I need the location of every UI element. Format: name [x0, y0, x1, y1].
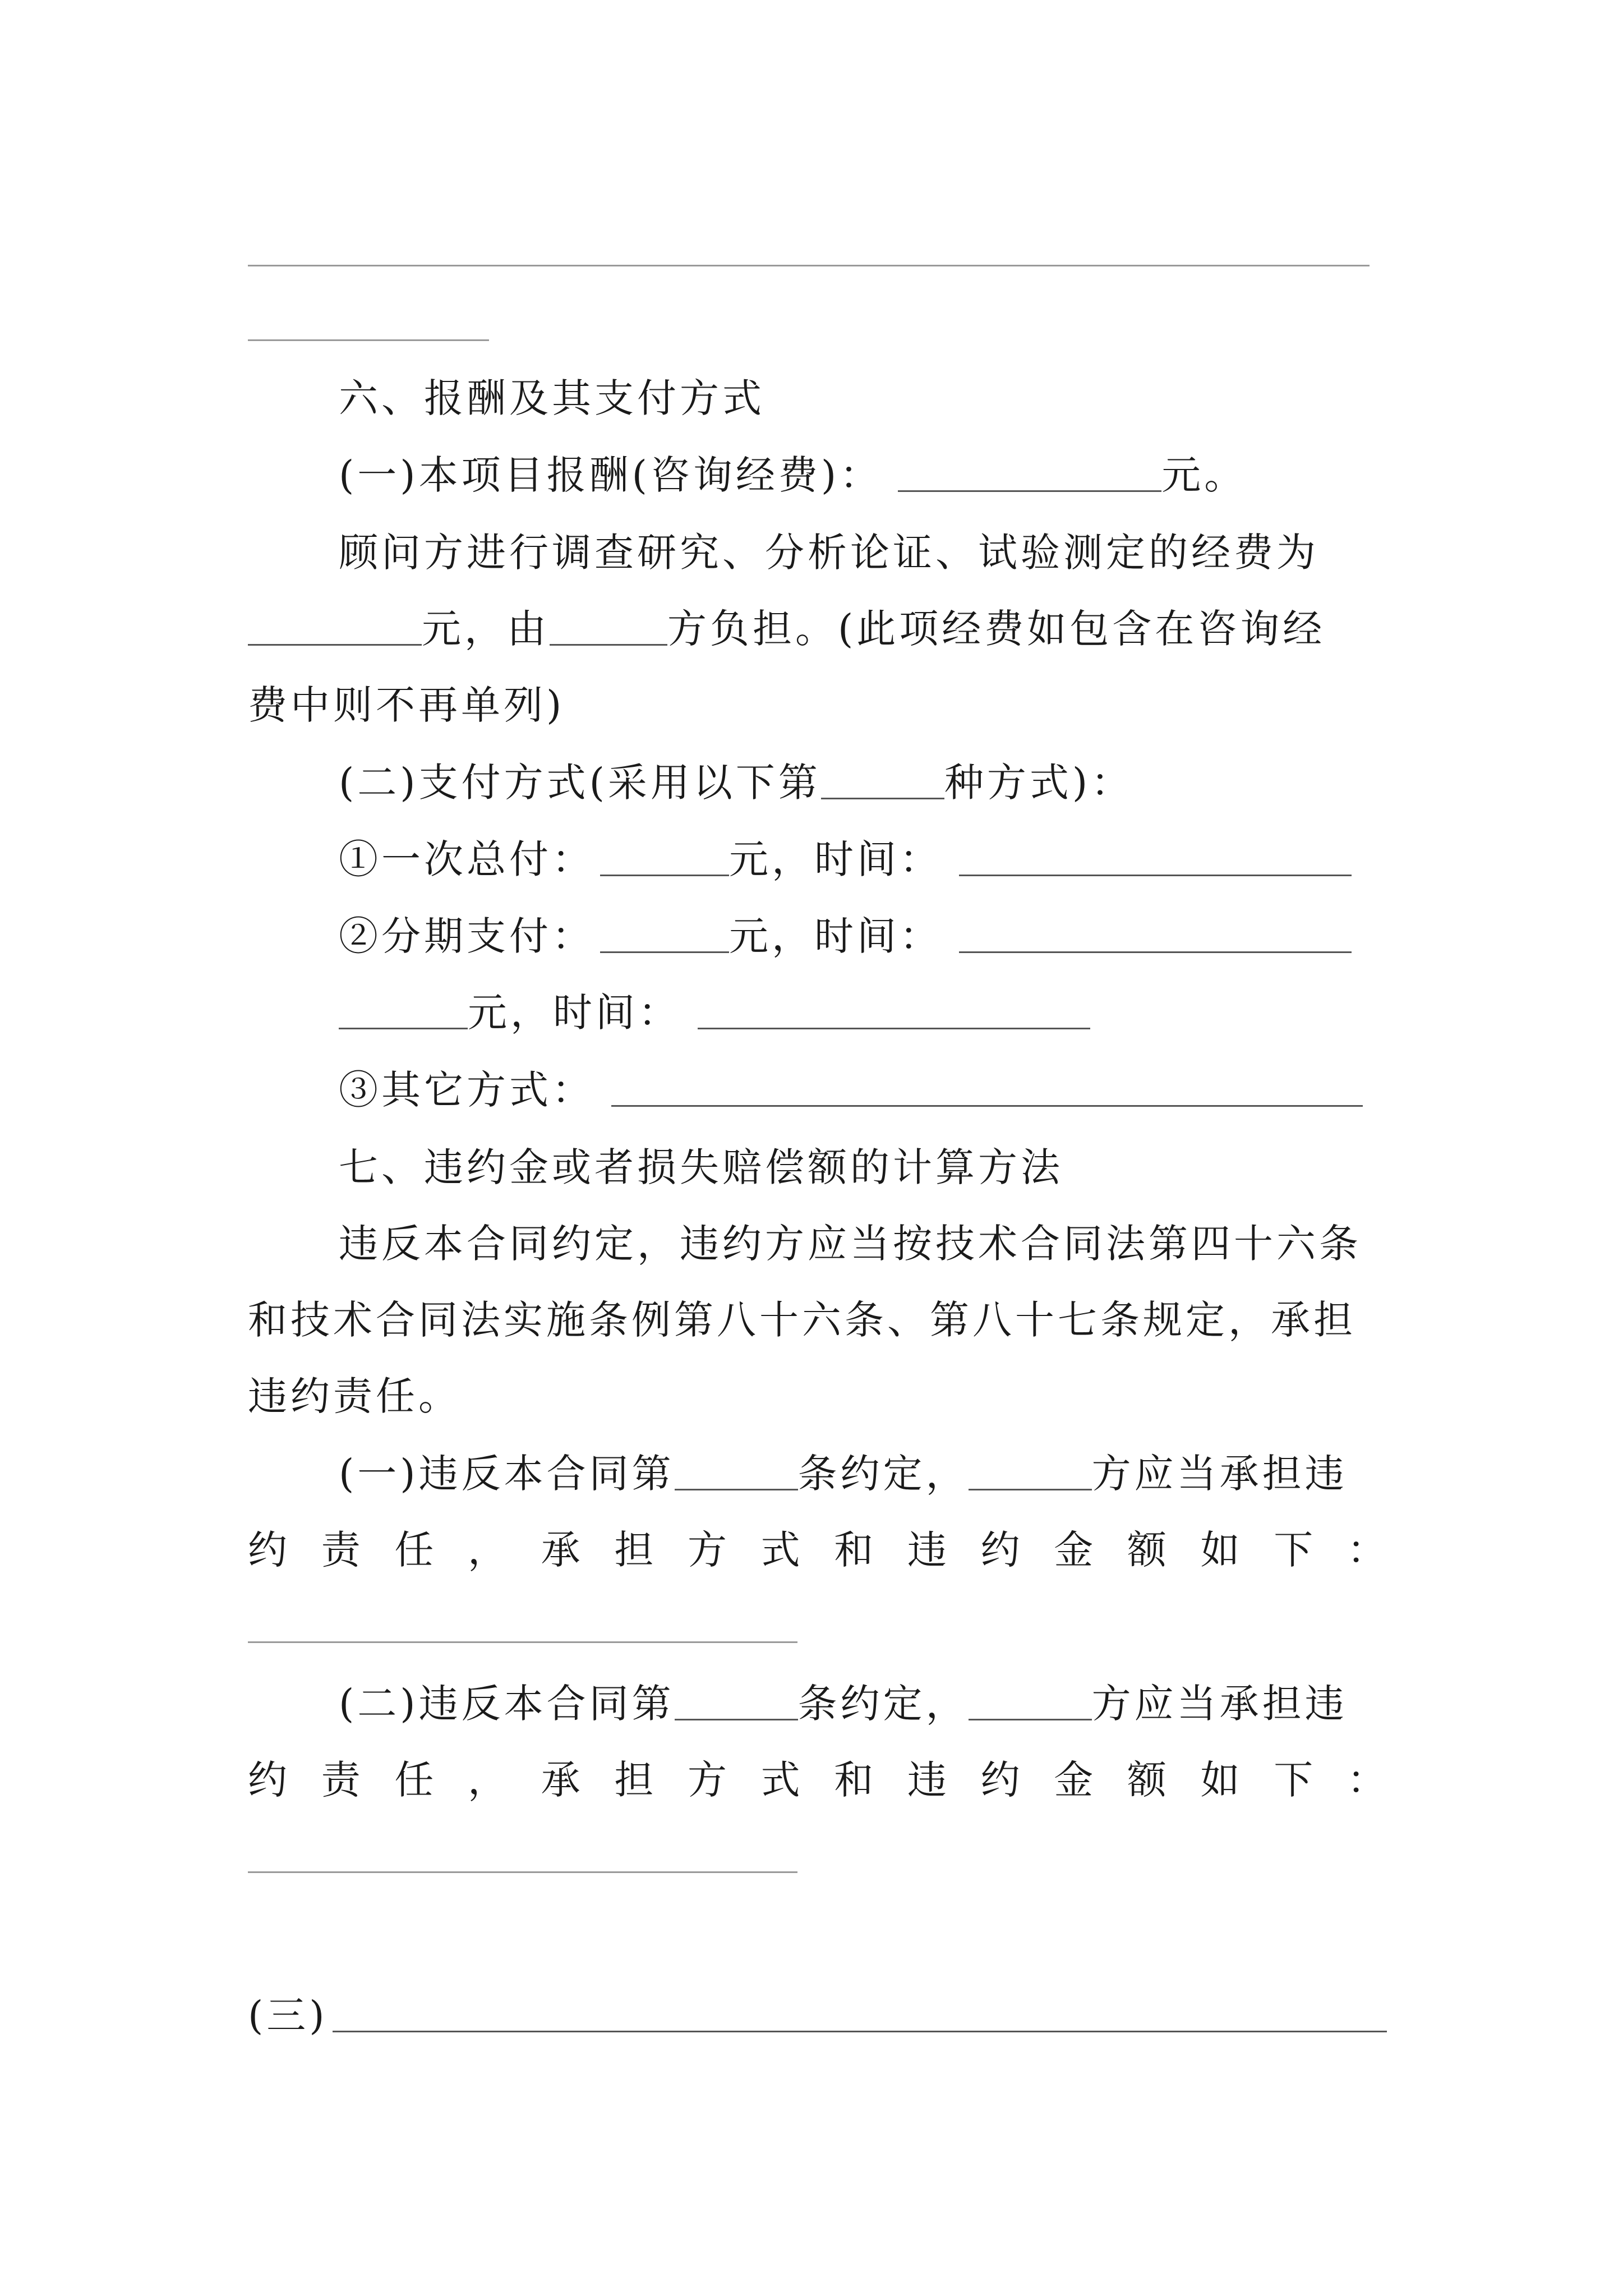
top-fill-line-short	[248, 339, 489, 341]
payment-method-blank[interactable]	[821, 758, 944, 799]
top-fill-line	[248, 265, 1370, 266]
breach-1-liability-line: 约 责 任 ， 承 担 方 式 和 违 约 金 额 如 下 ：	[248, 1527, 1386, 1573]
breach-3-detail-blank[interactable]	[333, 1991, 1387, 2032]
expense-party-blank[interactable]	[550, 605, 667, 646]
breach-2-detail-blank[interactable]	[248, 1871, 797, 1873]
section-6-heading: 六、报酬及其支付方式	[339, 375, 765, 421]
installment-amount-blank[interactable]	[600, 912, 729, 953]
lump-sum-amount-blank[interactable]	[600, 835, 729, 876]
section-7-heading: 七、违约金或者损失赔偿额的计算方法	[339, 1144, 1063, 1190]
breach-1-party-blank[interactable]	[969, 1450, 1092, 1490]
option-lump-sum: ①一次总付： 元，时间：	[339, 834, 1352, 885]
breach-1-clause-blank[interactable]	[675, 1450, 798, 1490]
fee-line	[339, 450, 1247, 500]
other-method-blank[interactable]	[611, 1066, 1363, 1107]
option-installment: ②分期支付： 元，时间：	[339, 911, 1352, 961]
breach-2-clause-blank[interactable]	[675, 1680, 798, 1720]
breach-2-liability-line: 约 责 任 ， 承 担 方 式 和 违 约 金 额 如 下 ：	[248, 1757, 1386, 1803]
expense-amount-blank[interactable]	[248, 605, 422, 646]
expense-line-1: 顾问方进行调查研究、分析论证、试验测定的经费为	[339, 530, 1319, 576]
breach-item-3: (三)	[248, 1990, 1387, 2041]
expense-line-3: 费中则不再单列)	[248, 682, 565, 728]
expense-line-2: 元，由 方负担。(此项经费如包含在咨询经	[248, 604, 1325, 654]
installment2-time-blank[interactable]	[698, 988, 1090, 1029]
breach-item-1: (一)违反本合同第 条约定， 方应当承担违	[339, 1451, 1348, 1497]
breach-1-detail-blank[interactable]	[248, 1641, 797, 1643]
option-installment-2: 元，时间：	[339, 987, 1090, 1038]
breach-intro-1: 违反本合同约定，违约方应当按技术合同法第四十六条	[339, 1221, 1362, 1267]
payment-method-line: (二)支付方式(采用以下第 种方式)：	[339, 760, 1134, 806]
fee-unit: 元。	[1161, 452, 1247, 498]
breach-item-2: (二)违反本合同第 条约定， 方应当承担违	[339, 1681, 1348, 1727]
option-other: ③其它方式：	[339, 1065, 1363, 1115]
fee-amount-blank[interactable]	[898, 451, 1161, 492]
breach-intro-3: 违约责任。	[248, 1373, 461, 1419]
breach-intro-2: 和技术合同法实施条例第八十六条、第八十七条规定，承担	[248, 1297, 1356, 1343]
lump-sum-time-blank[interactable]	[959, 835, 1352, 876]
installment-time-blank[interactable]	[959, 912, 1352, 953]
breach-2-party-blank[interactable]	[969, 1680, 1092, 1720]
fee-label: (一)本项目报酬(咨询经费)：	[339, 452, 883, 498]
installment2-amount-blank[interactable]	[339, 988, 468, 1029]
